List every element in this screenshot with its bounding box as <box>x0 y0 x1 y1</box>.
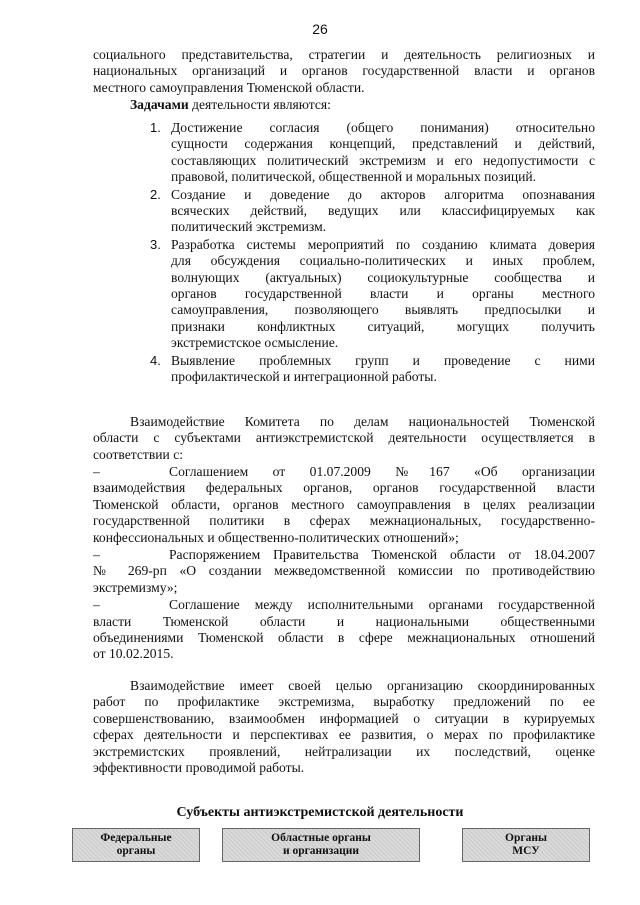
text-line: волнующих (актуальных) социокультурные сообщества и <box>171 269 595 285</box>
text-line: профилактической и интеграционной работы. <box>171 369 437 385</box>
box-label: Органы <box>505 832 547 844</box>
box-label: Областные органы <box>271 832 371 844</box>
interaction-paragraph <box>93 414 595 463</box>
list-item <box>93 597 595 663</box>
text-line: местного самоуправления Тюменской области. <box>93 79 365 95</box>
list-item <box>150 120 595 186</box>
text-line: Распоряжением Правительства Тюменской области от 18.04.2007 <box>169 547 595 563</box>
diagram-box-regional <box>222 828 420 862</box>
list-number: 4. <box>150 352 161 368</box>
text-line: Выявление проблемных групп и проведение с ними <box>171 352 595 368</box>
text-line: Соглашение между исполнительными органами государственной <box>169 597 595 613</box>
diagram-title: Субъекты антиэкстремистской деятельности <box>176 805 464 820</box>
text-line: правовой, политической, общественной и моральных позиций. <box>171 169 537 185</box>
page-number: 26 <box>312 21 328 37</box>
text-line: Тюменской области, органов местного самоуправления в целях реализации <box>93 496 595 512</box>
text-line: сферах деятельности и перспективах ее развития, о мерах по профилактике <box>93 727 595 743</box>
text-line: признаки конфликтных ситуаций, могущих получить <box>171 318 595 334</box>
text-line: политический экстремизм. <box>171 219 327 235</box>
text-line: от 10.02.2015. <box>93 646 174 662</box>
list-item <box>150 187 595 236</box>
dash-marker: – <box>93 547 100 563</box>
text-line: экстремистское осмысление. <box>171 335 339 351</box>
box-label: Федеральные <box>100 832 172 844</box>
box-label: и организации <box>282 845 360 857</box>
text-line: органов государственной власти и органы местного <box>171 286 595 302</box>
dash-marker: – <box>93 464 100 479</box>
box-label: МСУ <box>512 845 540 857</box>
text-line: сущности содержания концепций, представлений и действий, <box>171 136 595 152</box>
text-line: № 269-рп «О создании межведомственной комиссии по противодействию <box>93 563 595 579</box>
text-line: самоуправления, позволяющего выявлять предпосылки и <box>171 302 595 318</box>
text-line: власти Тюменской области и национальными общественными <box>93 613 595 629</box>
goal-paragraph <box>93 678 595 776</box>
tasks-label-bold: Задачами <box>130 97 189 112</box>
list-number: 1. <box>150 120 161 135</box>
text-line: эффективности проводимой работы. <box>93 760 305 776</box>
text-line: экстремизму»; <box>93 579 178 595</box>
list-item <box>93 464 595 546</box>
diagram-box-msu <box>462 828 590 862</box>
tasks-list <box>150 120 595 386</box>
list-number: 3. <box>150 236 161 252</box>
text-line: совершенствованию, взаимообмен информацией о ситуации в курируемых <box>93 710 595 726</box>
intro-paragraph <box>93 47 595 96</box>
documents-list <box>93 464 595 663</box>
text-line: Достижение согласия (общего понимания) относительно <box>171 120 595 135</box>
text-line: Разработка системы мероприятий по созданию климата доверия <box>171 236 595 252</box>
text-line: Взаимодействие Комитета по делам национальностей Тюменской <box>130 414 595 429</box>
box-label: органы <box>116 845 156 857</box>
text-line: национальных организаций и органов государственной власти и органов <box>93 63 595 79</box>
list-item <box>150 237 595 352</box>
text-line: социального представительства, стратегии и деятельность религиозных и <box>93 47 595 62</box>
text-line: конфессиональных и общественно-политических отношений»; <box>93 529 459 545</box>
list-number: 2. <box>150 186 161 202</box>
list-item <box>150 353 595 386</box>
text-line: Соглашением от 01.07.2009 №167 «Об организации <box>169 464 595 479</box>
text-line: Взаимодействие имеет своей целью организацию скоординированных <box>130 678 595 693</box>
tasks-label <box>93 97 595 113</box>
text-line: государственной политики в сферах межнациональных, государственно- <box>93 513 595 529</box>
text-line: объединениями Тюменской области в сфере межнациональных отношений <box>93 630 595 646</box>
tasks-label-rest: деятельности являются: <box>188 97 331 112</box>
text-line: области с субъектами антиэкстремистской деятельности осуществляется в <box>93 430 595 446</box>
list-item <box>93 547 595 596</box>
text-line: для обсуждения социально-политических и иных проблем, <box>171 253 595 269</box>
text-line: работ по профилактике экстремизма, выработку предложений по ее <box>93 694 595 710</box>
dash-marker: – <box>93 597 100 613</box>
text-line: взаимодействия федеральных органов, органов государственной власти <box>93 480 595 496</box>
text-line: всяческих действий, ведущих или классифицируемых как <box>171 203 595 219</box>
text-line: экстремистских проявлений, нейтрализации их последствий, оценке <box>93 743 595 759</box>
diagram-box-federal <box>72 828 200 862</box>
text-line: Создание и доведение до акторов алгоритма опознавания <box>171 186 595 202</box>
text-line: составляющих политический экстремизм и его недопустимости с <box>171 152 595 168</box>
text-line: соответствии с: <box>93 446 184 462</box>
